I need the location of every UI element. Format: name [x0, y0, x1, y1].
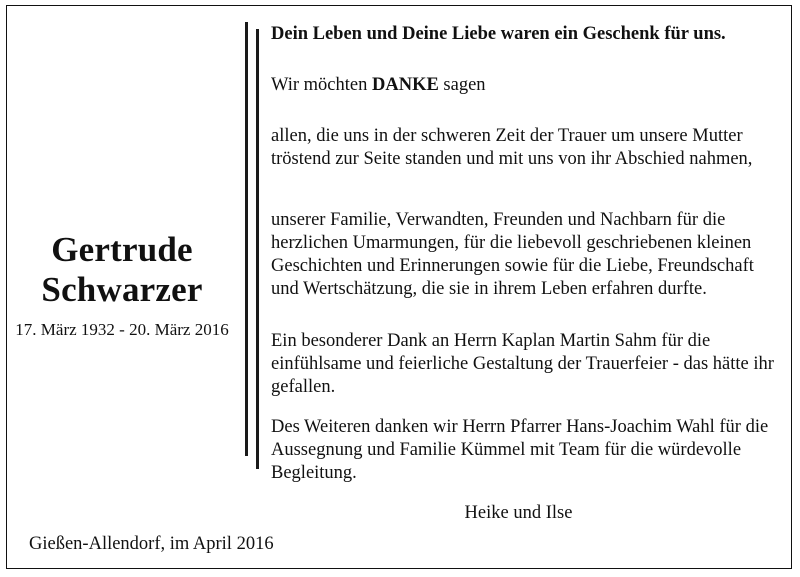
memorial-notice-card [6, 5, 792, 569]
thanks-paragraph-family: unserer Familie, Verwandten, Freunden und Nachbarn für die herzlichen Umarmungen, für die liebevoll geschriebenen kleinen Geschichten und Erinnerungen sowie für die Liebe, Freundschaft und Wertschätzung, die sie in ihrem Leben erfahren durfte. [271, 210, 754, 299]
thanks-intro-before: Wir möchten [271, 75, 372, 95]
thanks-intro-paragraph [271, 74, 781, 97]
signers-line: Heike und Ilse [464, 503, 573, 523]
deceased-name-block [7, 230, 237, 340]
thanks-intro-after: sagen [438, 75, 486, 95]
place-and-date-line: Gießen-Allendorf, im April 2016 [29, 534, 274, 554]
thanks-paragraph-kaplan: Ein besonderer Dank an Herrn Kaplan Martin Sahm für die einfühlsame und feierliche Gestaltung der Trauerfeier - das hätte ihr gefallen. [271, 331, 774, 397]
thanks-paragraph-pfarrer: Des Weiteren danken wir Herrn Pfarrer Hans-Joachim Wahl für die Aussegnung und Familie Kümmel mit Team für die würdevolle Begleitung. [271, 417, 769, 483]
name-column [7, 6, 237, 568]
vertical-divider-outer [245, 22, 248, 456]
deceased-life-dates: 17. März 1932 - 20. März 2016 [15, 320, 229, 339]
deceased-family-name: Schwarzer [41, 270, 203, 309]
memorial-headline: Dein Leben und Deine Liebe waren ein Geschenk für uns. [271, 24, 726, 44]
text-column [271, 6, 783, 568]
thanks-paragraph-mourners: allen, die uns in der schweren Zeit der Trauer um unsere Mutter tröstend zur Seite standen und mit uns von ihr Abschied nahmen, [271, 126, 753, 169]
vertical-divider-inner [256, 29, 259, 469]
deceased-given-name: Gertrude [51, 230, 193, 269]
thanks-intro-emphasis: DANKE [371, 75, 439, 95]
